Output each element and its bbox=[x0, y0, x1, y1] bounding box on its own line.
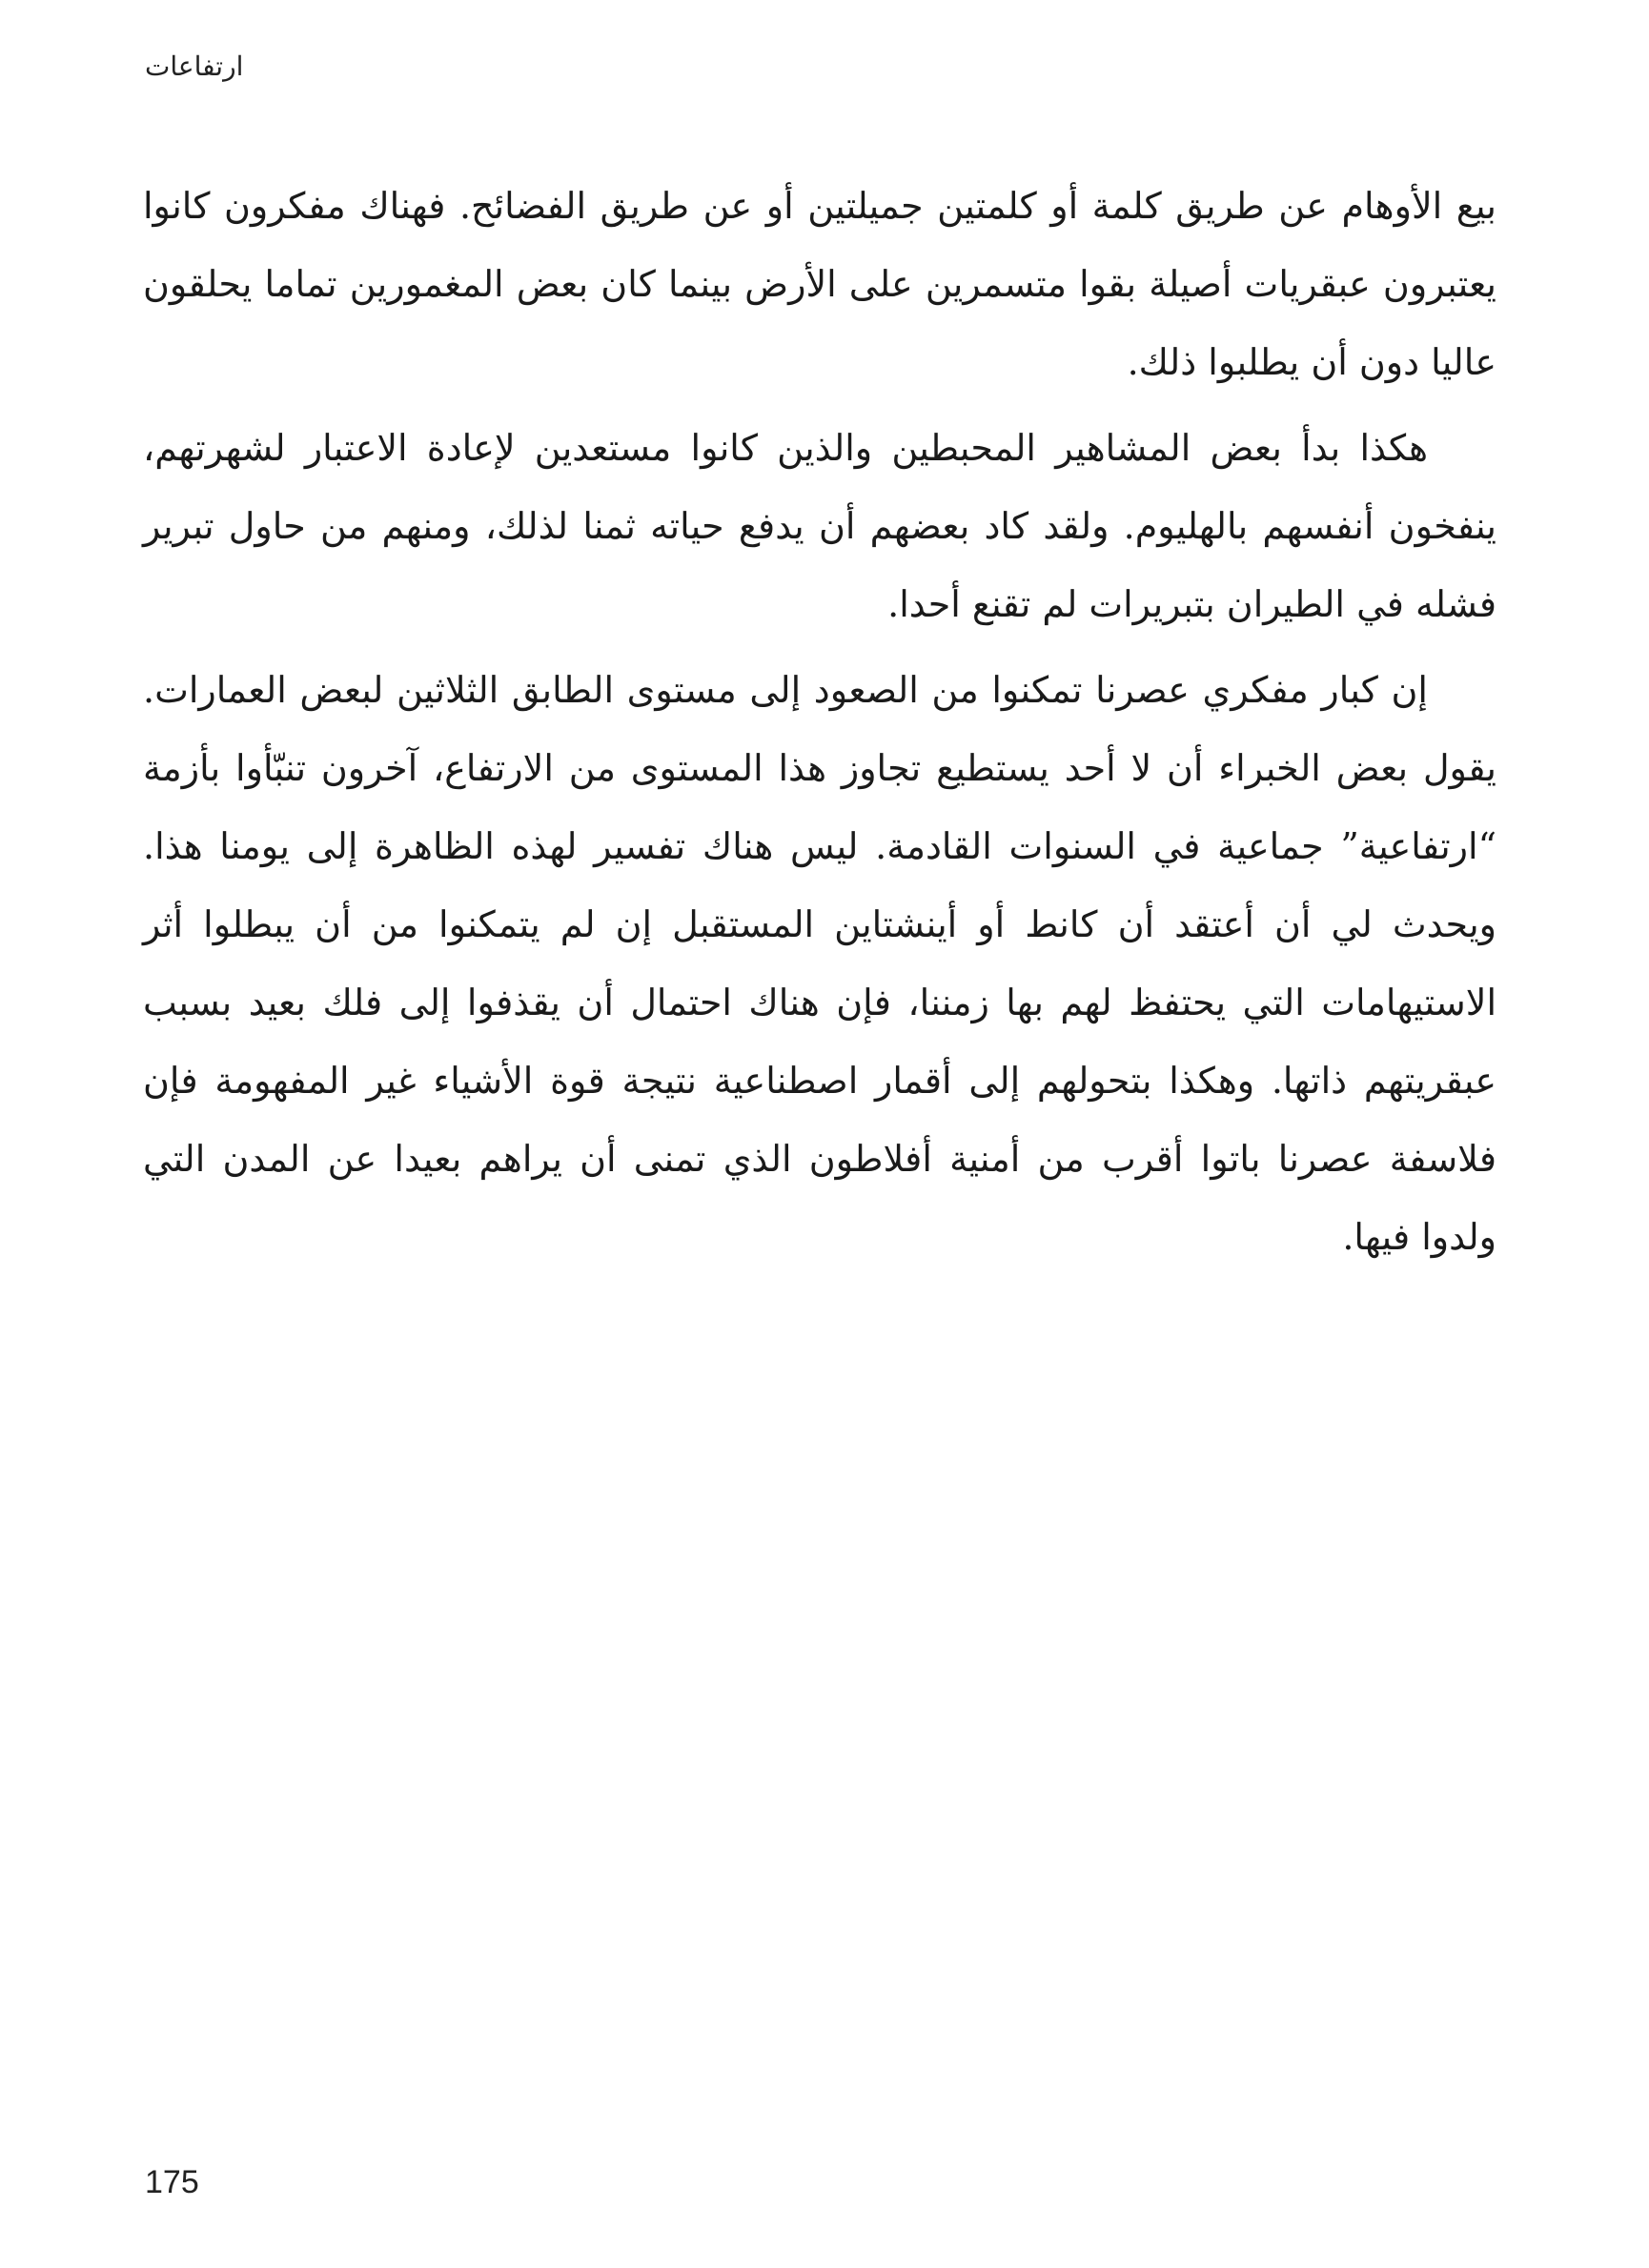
paragraph-3: إن كبار مفكري عصرنا تمكنوا من الصعود إلى مستوى الطابق الثلاثين لبعض العمارات. يقول بعض الخبراء أن لا أحد يستطيع تجاوز هذا المستوى من الارتفاع، آخرون تنبّأوا بأزمة “ارتفاعية” جماعية في السنوات القادمة. ليس هناك تفسير لهذه الظاهرة إلى يومنا هذا. ويحدث لي أن أعتقد أن كانط أو أينشتاين المستقبل إن لم يتمكنوا من أن يبطلوا أثر الاستيهامات التي يحتفظ لهم بها زمننا، فإن هناك احتمال أن يقذفوا إلى فلك بعيد بسبب عبقريتهم ذاتها. وهكذا بتحولهم إلى أقمار اصطناعية نتيجة قوة الأشياء غير المفهومة فإن فلاسفة عصرنا باتوا أقرب من أمنية أفلاطون الذي تمنى أن يراهم بعيدا عن المدن التي ولدوا فيها. bbox=[143, 669, 1496, 1258]
page-number: 175 bbox=[145, 2164, 199, 2200]
running-header: ارتفاعات bbox=[145, 51, 244, 82]
paragraph-2: هكذا بدأ بعض المشاهير المحبطين والذين كانوا مستعدين لإعادة الاعتبار لشهرتهم، ينفخون أنفسهم بالهليوم. ولقد كاد بعضهم أن يدفع حياته ثمنا لذلك، ومنهم من حاول تبرير فشله في الطيران بتبريرات لم تقنع أحدا. bbox=[143, 427, 1496, 625]
paragraph-1: بيع الأوهام عن طريق كلمة أو كلمتين جميلتين أو عن طريق الفضائح. فهناك مفكرون كانوا يعتبرون عبقريات أصيلة بقوا متسمرين على الأرض بينما كان بعض المغمورين تماما يحلقون عاليا دون أن يطلبوا ذلك. bbox=[143, 185, 1496, 383]
body-text bbox=[143, 167, 1496, 1284]
